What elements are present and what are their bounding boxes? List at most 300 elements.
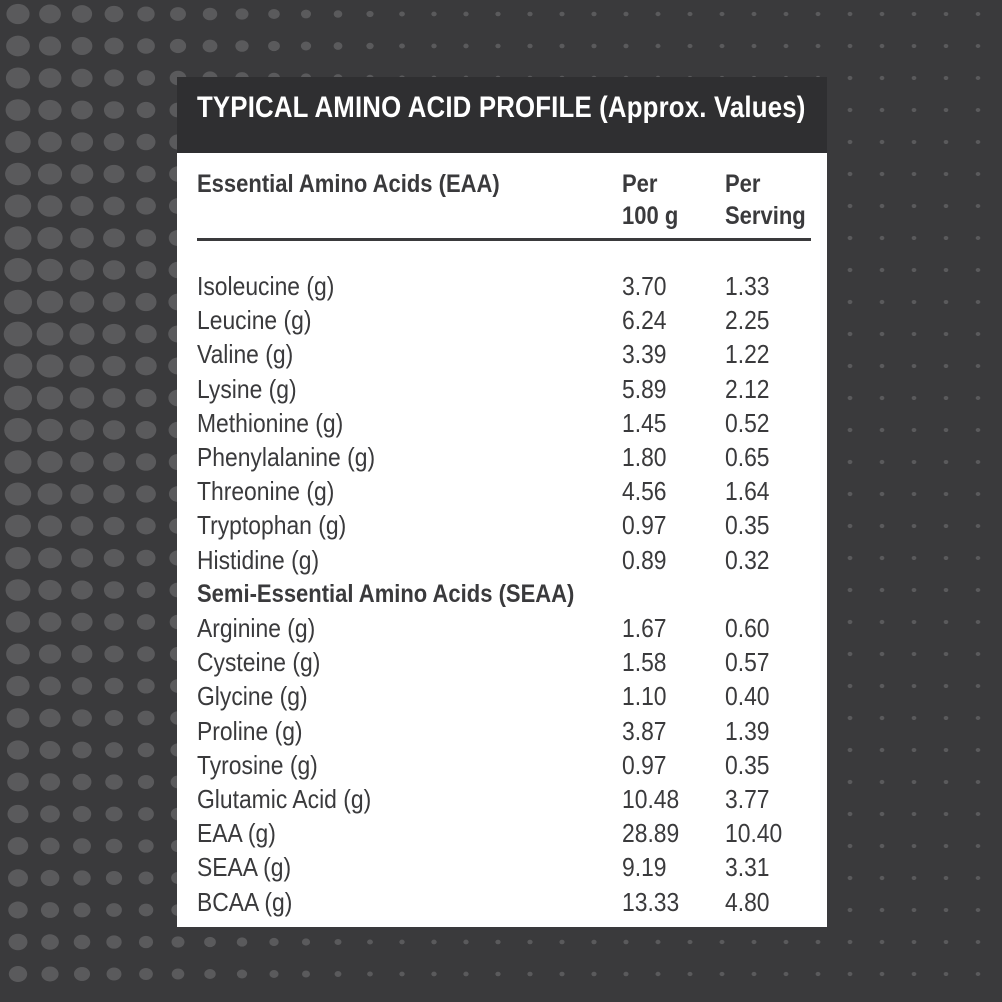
background-dot [4, 386, 32, 410]
background-dot [103, 292, 126, 312]
background-dot [591, 972, 596, 976]
background-dot [74, 967, 90, 981]
background-dot [40, 741, 61, 759]
background-dot [944, 140, 949, 144]
background-dot [39, 709, 60, 727]
background-dot [38, 580, 61, 600]
background-dot [912, 876, 917, 880]
background-dot [527, 972, 532, 977]
background-dot [880, 396, 885, 400]
background-dot [138, 711, 155, 726]
background-dot [136, 197, 156, 214]
background-dot [73, 903, 90, 918]
value-per-serving: 0.35 [725, 510, 770, 541]
background-dot [944, 588, 949, 592]
background-dot [816, 972, 821, 976]
value-per-100g: 3.87 [622, 715, 667, 746]
amino-acid-name: Glutamic Acid (g) [197, 784, 372, 814]
background-dot [136, 485, 156, 502]
background-dot [301, 10, 311, 19]
value-per-100g: 1.10 [622, 681, 667, 712]
background-dot [944, 940, 949, 944]
background-dot [944, 236, 949, 240]
background-dot [976, 492, 981, 496]
value-per-serving: 3.77 [725, 784, 770, 814]
background-dot [103, 228, 125, 247]
background-dot [5, 515, 31, 538]
amino-acid-name: Methionine (g) [197, 407, 344, 438]
background-dot [848, 812, 853, 816]
background-dot [37, 291, 63, 314]
background-dot [880, 76, 885, 80]
background-dot [944, 76, 949, 80]
value-per-serving: 0.65 [725, 442, 770, 472]
background-dot [135, 293, 156, 311]
background-dot [4, 322, 33, 347]
background-dot [976, 204, 981, 208]
background-dot [41, 870, 60, 886]
background-dot [170, 39, 186, 53]
background-dot [944, 716, 949, 720]
background-dot [237, 937, 248, 946]
background-dot [463, 940, 468, 945]
background-dot [976, 620, 981, 624]
background-dot [105, 678, 124, 694]
background-dot [138, 775, 154, 789]
background-dot [527, 44, 532, 49]
background-dot [104, 549, 125, 567]
value-per-100g: 1.67 [622, 613, 667, 643]
table-row [177, 611, 827, 645]
background-dot [944, 364, 949, 368]
background-dot [102, 356, 125, 376]
background-dot [848, 492, 853, 496]
background-dot [912, 780, 917, 784]
background-dot [752, 12, 757, 16]
background-dot [687, 972, 692, 976]
background-dot [334, 939, 341, 945]
value-per-serving: 0.35 [725, 749, 770, 780]
background-dot [912, 684, 917, 688]
background-dot [38, 163, 62, 184]
background-dot [38, 100, 61, 120]
background-dot [4, 290, 32, 314]
background-dot [976, 140, 981, 144]
background-dot [912, 748, 917, 752]
background-dot [103, 452, 125, 471]
background-dot [103, 517, 124, 535]
background-dot [944, 108, 949, 112]
background-dot [106, 871, 122, 885]
background-dot [269, 938, 278, 946]
background-dot [170, 7, 186, 21]
background-dot [139, 968, 153, 980]
background-dot [136, 229, 156, 247]
value-per-serving: 4.80 [725, 886, 770, 917]
background-dot [848, 12, 853, 16]
background-dot [39, 5, 61, 24]
background-dot [880, 940, 885, 944]
background-dot [880, 492, 885, 496]
background-dot [137, 614, 155, 630]
value-per-serving: 2.25 [725, 305, 770, 336]
background-dot [848, 844, 853, 848]
value-per-100g: 9.19 [622, 852, 667, 883]
value-per-100g: 6.24 [622, 305, 667, 336]
background-dot [848, 172, 853, 176]
background-dot [880, 332, 885, 336]
amino-acid-profile-card [177, 77, 827, 927]
background-dot [71, 164, 94, 184]
value-per-100g: 13.33 [622, 886, 680, 917]
amino-acid-name: Threonine (g) [197, 476, 335, 507]
background-dot [976, 460, 981, 464]
background-dot [976, 12, 981, 16]
background-dot [880, 460, 885, 464]
background-dot [4, 418, 32, 442]
background-dot [976, 44, 981, 48]
background-dot [912, 844, 917, 848]
amino-acid-name: Tyrosine (g) [197, 749, 318, 780]
amino-acid-name: Valine (g) [197, 339, 294, 370]
background-dot [944, 396, 949, 400]
background-dot [784, 940, 789, 944]
background-dot [880, 172, 885, 176]
background-dot [399, 43, 405, 48]
background-dot [976, 300, 981, 304]
value-per-serving: 3.31 [725, 852, 770, 883]
background-dot [848, 268, 853, 272]
background-dot [40, 773, 60, 791]
background-dot [70, 228, 94, 249]
background-dot [944, 844, 949, 848]
background-dot [944, 460, 949, 464]
background-dot [495, 972, 500, 977]
amino-acid-name: BCAA (g) [197, 886, 293, 917]
background-dot [334, 42, 343, 50]
background-dot [912, 972, 917, 976]
background-dot [39, 677, 61, 696]
background-dot [976, 652, 981, 656]
card-title: TYPICAL AMINO ACID PROFILE (Approx. Values) [197, 91, 806, 124]
background-dot [848, 524, 853, 528]
background-dot [944, 876, 949, 880]
table-row [177, 543, 827, 577]
background-dot [880, 268, 885, 272]
background-dot [73, 774, 92, 790]
table-row [177, 269, 827, 303]
background-dot [103, 197, 124, 216]
background-dot [880, 524, 885, 528]
background-dot [5, 163, 31, 186]
background-dot [848, 780, 853, 784]
table-row [177, 474, 827, 508]
background-dot [687, 44, 692, 48]
background-dot [366, 11, 373, 17]
background-dot [976, 236, 981, 240]
background-dot [6, 579, 31, 601]
background-dot [40, 838, 59, 855]
amino-acid-name: Isoleucine (g) [197, 271, 335, 301]
value-per-serving: 0.40 [725, 681, 770, 712]
column-header-per-serving [725, 168, 806, 232]
background-dot [912, 556, 917, 560]
value-per-serving: 1.22 [725, 339, 770, 370]
background-dot [106, 839, 123, 853]
background-dot [880, 716, 885, 720]
background-dot [137, 38, 155, 53]
background-dot [848, 108, 853, 112]
background-dot [172, 936, 185, 947]
background-dot [944, 684, 949, 688]
background-dot [136, 550, 155, 567]
background-dot [912, 940, 917, 944]
background-dot [4, 258, 32, 282]
background-dot [976, 812, 981, 816]
background-dot [137, 70, 155, 86]
background-dot [720, 972, 725, 976]
background-dot [106, 903, 122, 917]
background-dot [105, 710, 123, 726]
background-dot [41, 967, 58, 982]
background-dot [976, 972, 981, 976]
background-dot [38, 548, 62, 569]
column-header-per-serving-line1: Per [725, 170, 761, 198]
background-dot [136, 518, 155, 535]
background-dot [976, 748, 981, 752]
background-dot [72, 645, 93, 663]
background-dot [107, 968, 122, 981]
value-per-serving: 0.57 [725, 647, 770, 678]
background-dot [137, 678, 154, 693]
background-dot [102, 324, 125, 344]
background-dot [139, 871, 154, 884]
background-dot [5, 226, 32, 249]
background-dot [976, 876, 981, 880]
background-dot [720, 940, 725, 944]
background-dot [912, 236, 917, 240]
background-dot [784, 12, 789, 16]
background-dot [139, 904, 154, 917]
value-per-100g: 1.45 [622, 407, 667, 438]
background-dot [655, 972, 660, 976]
background-dot [880, 556, 885, 560]
background-dot [301, 42, 311, 51]
background-dot [139, 936, 153, 948]
background-dot [944, 780, 949, 784]
background-dot [912, 396, 917, 400]
header-divider [197, 238, 811, 241]
background-dot [463, 44, 468, 49]
background-dot [7, 805, 28, 823]
amino-acid-name: Leucine (g) [197, 305, 312, 336]
table-row [177, 508, 827, 542]
background-dot [944, 172, 949, 176]
background-dot [848, 396, 853, 400]
table-row [177, 714, 827, 748]
background-dot [39, 612, 62, 632]
background-dot [912, 12, 917, 16]
table-row [177, 782, 827, 816]
background-dot [6, 67, 30, 88]
background-dot [944, 748, 949, 752]
background-dot [912, 204, 917, 208]
table-row [177, 850, 827, 884]
background-dot [944, 268, 949, 272]
background-dot [135, 357, 156, 376]
background-dot [71, 132, 93, 151]
background-dot [591, 940, 596, 944]
background-dot [848, 556, 853, 560]
amino-acid-name: EAA (g) [197, 818, 276, 849]
value-per-100g: 4.56 [622, 476, 667, 507]
background-dot [848, 76, 853, 80]
value-per-100g: 3.70 [622, 271, 667, 301]
background-dot [38, 483, 63, 505]
background-dot [944, 556, 949, 560]
background-dot [623, 940, 628, 944]
card-header [177, 77, 827, 153]
background-dot [880, 588, 885, 592]
table-row [177, 337, 827, 371]
background-dot [136, 453, 156, 471]
background-dot [944, 44, 949, 48]
background-dot [912, 524, 917, 528]
background-dot [720, 12, 725, 16]
background-dot [880, 108, 885, 112]
amino-acid-name: Proline (g) [197, 715, 303, 746]
background-dot [912, 908, 917, 912]
background-dot [912, 620, 917, 624]
background-dot [334, 10, 343, 18]
background-dot [976, 364, 981, 368]
background-dot [880, 780, 885, 784]
background-dot [302, 938, 310, 945]
table-row [177, 406, 827, 440]
background-dot [8, 902, 27, 919]
background-dot [944, 812, 949, 816]
background-dot [976, 716, 981, 720]
background-dot [41, 934, 59, 949]
background-dot [204, 937, 216, 947]
table-row [177, 679, 827, 713]
amino-acid-name: Lysine (g) [197, 373, 297, 404]
background-dot [37, 259, 63, 281]
background-dot [880, 908, 885, 912]
background-dot [70, 420, 94, 441]
background-dot [9, 966, 27, 982]
background-dot [880, 204, 885, 208]
value-per-serving: 10.40 [725, 818, 783, 849]
background-dot [944, 332, 949, 336]
background-dot [591, 44, 596, 48]
background-dot [848, 620, 853, 624]
background-dot [912, 652, 917, 656]
background-dot [687, 940, 692, 944]
background-dot [944, 652, 949, 656]
background-dot [880, 364, 885, 368]
background-dot [74, 935, 91, 949]
background-dot [137, 6, 154, 21]
background-dot [37, 419, 63, 441]
background-dot [848, 588, 853, 592]
background-dot [71, 581, 93, 600]
background-dot [944, 428, 949, 432]
background-dot [848, 44, 853, 48]
background-dot [69, 323, 94, 345]
background-dot [880, 844, 885, 848]
background-dot [37, 227, 62, 249]
background-dot [105, 807, 122, 822]
background-dot [71, 548, 93, 567]
background-dot [495, 12, 500, 17]
background-dot [302, 971, 310, 978]
column-header-name: Essential Amino Acids (EAA) [197, 170, 500, 198]
background-dot [655, 940, 660, 944]
background-dot [912, 588, 917, 592]
background-dot [72, 37, 93, 55]
background-dot [655, 12, 660, 16]
background-dot [137, 134, 156, 151]
background-dot [752, 972, 757, 976]
background-dot [367, 939, 373, 944]
background-dot [5, 131, 30, 153]
background-dot [335, 971, 342, 977]
amino-acid-name: Histidine (g) [197, 544, 320, 575]
background-dot [5, 195, 31, 218]
background-dot [72, 677, 92, 695]
background-dot [38, 515, 62, 536]
background-dot [38, 132, 62, 153]
background-dot [880, 44, 885, 48]
background-dot [848, 428, 853, 432]
background-dot [527, 940, 532, 945]
background-dot [5, 482, 31, 505]
value-per-serving: 1.64 [725, 476, 770, 507]
background-dot [880, 748, 885, 752]
background-dot [912, 364, 917, 368]
value-per-100g: 3.39 [622, 339, 667, 370]
background-dot [37, 451, 62, 473]
background-dot [37, 354, 64, 377]
background-dot [816, 940, 821, 944]
background-dot [6, 611, 30, 632]
background-dot [269, 970, 278, 978]
background-dot [976, 524, 981, 528]
background-dot [203, 40, 218, 53]
background-dot [848, 716, 853, 720]
background-dot [367, 972, 373, 977]
background-dot [7, 773, 29, 792]
background-dot [912, 716, 917, 720]
background-dot [752, 44, 757, 48]
background-dot [848, 364, 853, 368]
value-per-100g: 10.48 [622, 784, 680, 814]
background-dot [495, 44, 500, 49]
background-dot [848, 460, 853, 464]
background-dot [431, 12, 436, 17]
background-dot [912, 140, 917, 144]
background-dot [104, 69, 124, 86]
table-row [177, 303, 827, 337]
background-dot [976, 844, 981, 848]
background-dot [848, 236, 853, 240]
background-dot [976, 908, 981, 912]
background-dot [880, 428, 885, 432]
background-dot [103, 260, 125, 279]
background-dot [591, 12, 596, 16]
background-dot [976, 172, 981, 176]
